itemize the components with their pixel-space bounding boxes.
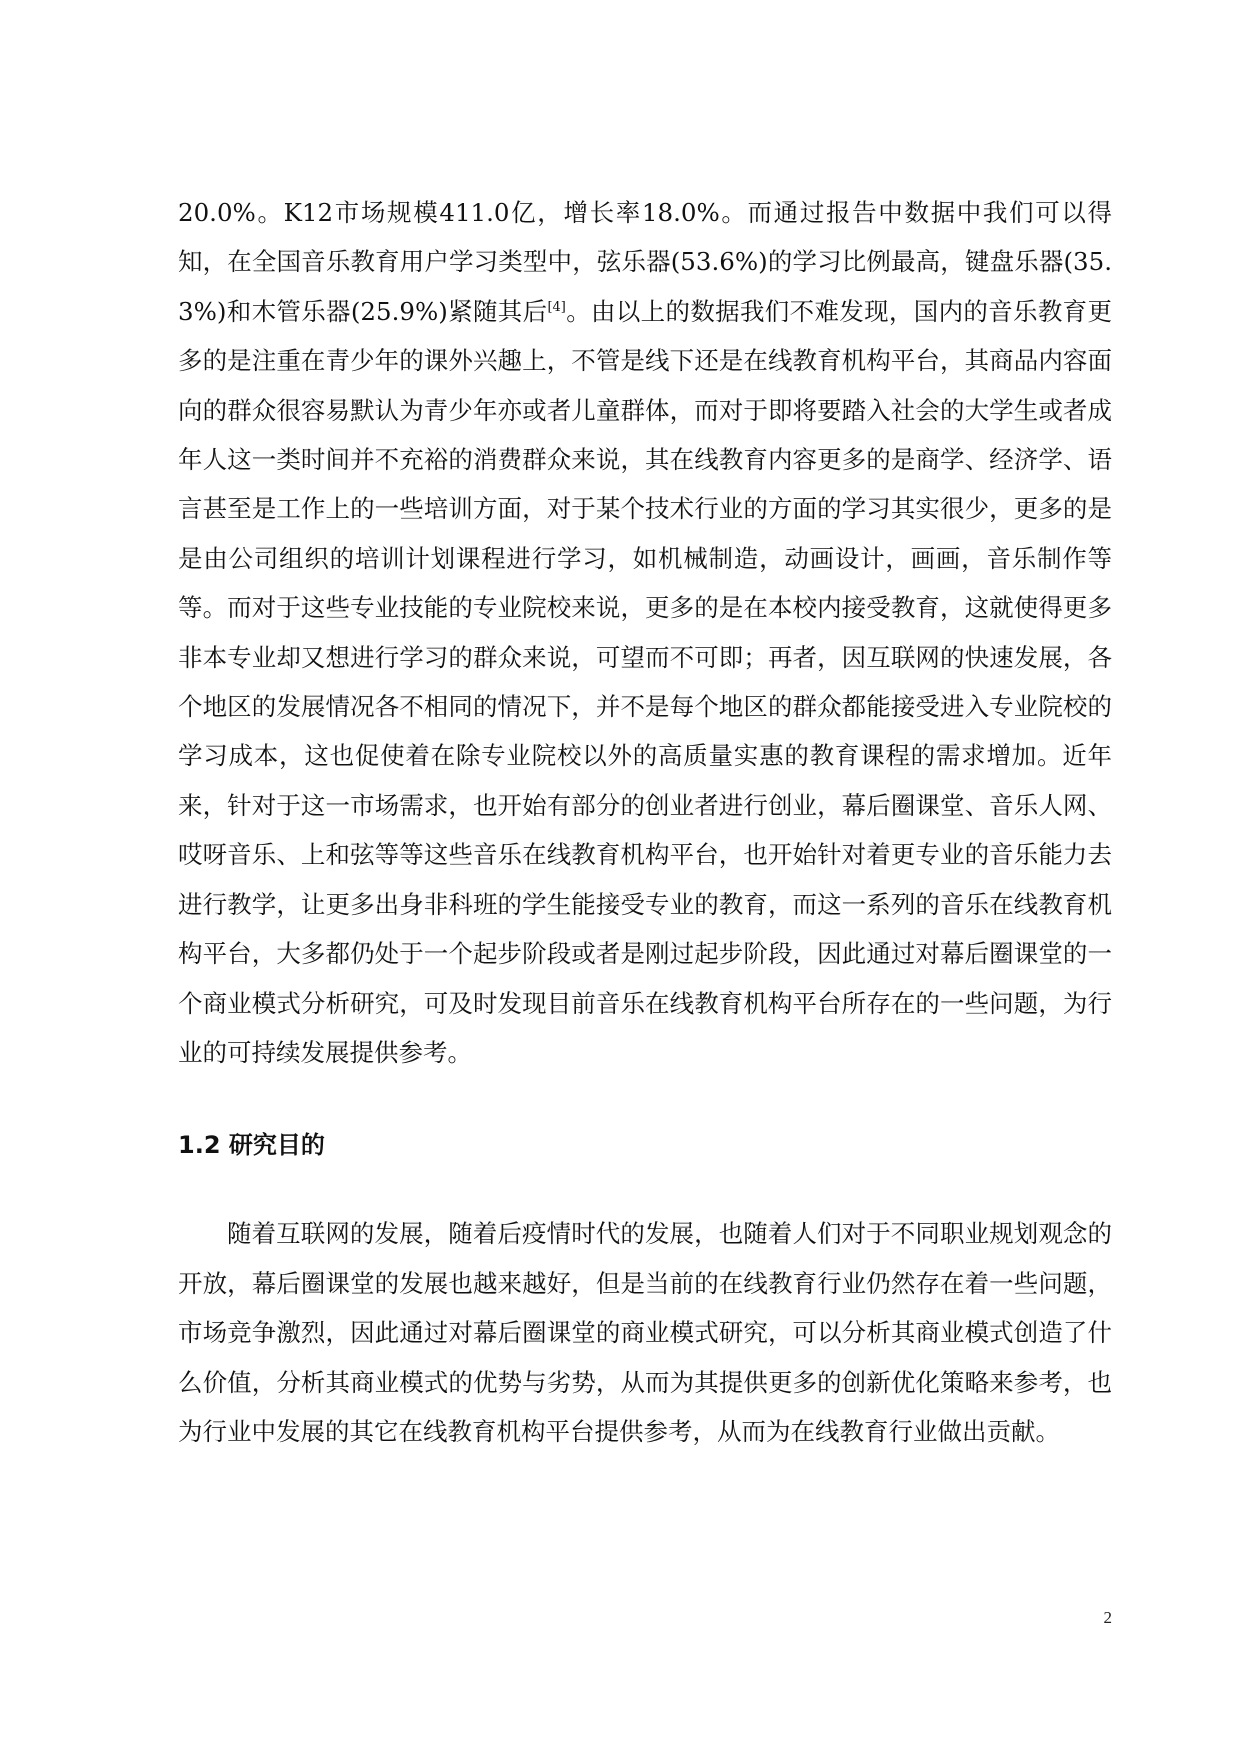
paragraph-text-part-2: 。由以上的数据我们不难发现，国内的音乐教育更多的是注重在青少年的课外兴趣上，不管是线下还是在线教育机构平台，其商品内容面向的群众很容易默认为青少年亦或者儿童群体，而对于即将要踏入社会的大学生或者成年人这一类时间并不充裕的消费群众来说，其在线教育内容更多的是商学、经济学、语言甚至是工作上的一些培训方面，对于某个技术行业的方面的学习其实很少，更多的是是由公司组织的培训计划课程进行学习，如机械制造，动画设计，画画，音乐制作等等。而对于这些专业技能的专业院校来说，更多的是在本校内接受教育，这就使得更多非本专业却又想进行学习的群众来说，可望而不可即；再者，因互联网的快速发展，各个地区的发展情况各不相同的情况下，并不是每个地区的群众都能接受进入专业院校的学习成本，这也促使着在除专业院校以外的高质量实惠的教育课程的需求增加。近年来，针对于这一市场需求，也开始有部分的创业者进行创业，幕后圈课堂、音乐人网、哎呀音乐、上和弦等等这些音乐在线教育机构平台，也开始针对着更专业的音乐能力去进行教学，让更多出身非科班的学生能接受专业的教育，而这一系列的音乐在线教育机构平台，大多都仍处于一个起步阶段或者是刚过起步阶段，因此通过对幕后圈课堂的一个商业模式分析研究，可及时发现目前音乐在线教育机构平台所存在的一些问题，为行业的可持续发展提供参考。 xyxy=(178,296,1113,1067)
body-paragraph-research-purpose: 随着互联网的发展，随着后疫情时代的发展，也随着人们对于不同职业规划观念的开放，幕后圈课堂的发展也越来越好，但是当前的在线教育行业仍然存在着一些问题，市场竞争激烈，因此通过对幕后圈课堂的商业模式研究，可以分析其商业模式创造了什么价值，分析其商业模式的优势与劣势，从而为其提供更多的创新优化策略来参考，也为行业中发展的其它在线教育机构平台提供参考，从而为在线教育行业做出贡献。 xyxy=(178,1219,1112,1446)
body-paragraph-continued xyxy=(178,188,1112,1077)
section-heading: 1.2 研究目的 xyxy=(178,1131,325,1160)
page-number: 2 xyxy=(1103,1608,1112,1627)
paragraph-text-part-1: 20.0%。K12市场规模411.0亿，增长率18.0%。而通过报告中数据中我们可以得知，在全国音乐教育用户学习类型中，弦乐器(53.6%)的学习比例最高，键盘乐器(35.3%)和木管乐器(25.9%)紧随其后 xyxy=(178,198,1112,326)
page-content xyxy=(178,188,1112,1456)
citation-marker[interactable]: [4] xyxy=(547,299,566,315)
